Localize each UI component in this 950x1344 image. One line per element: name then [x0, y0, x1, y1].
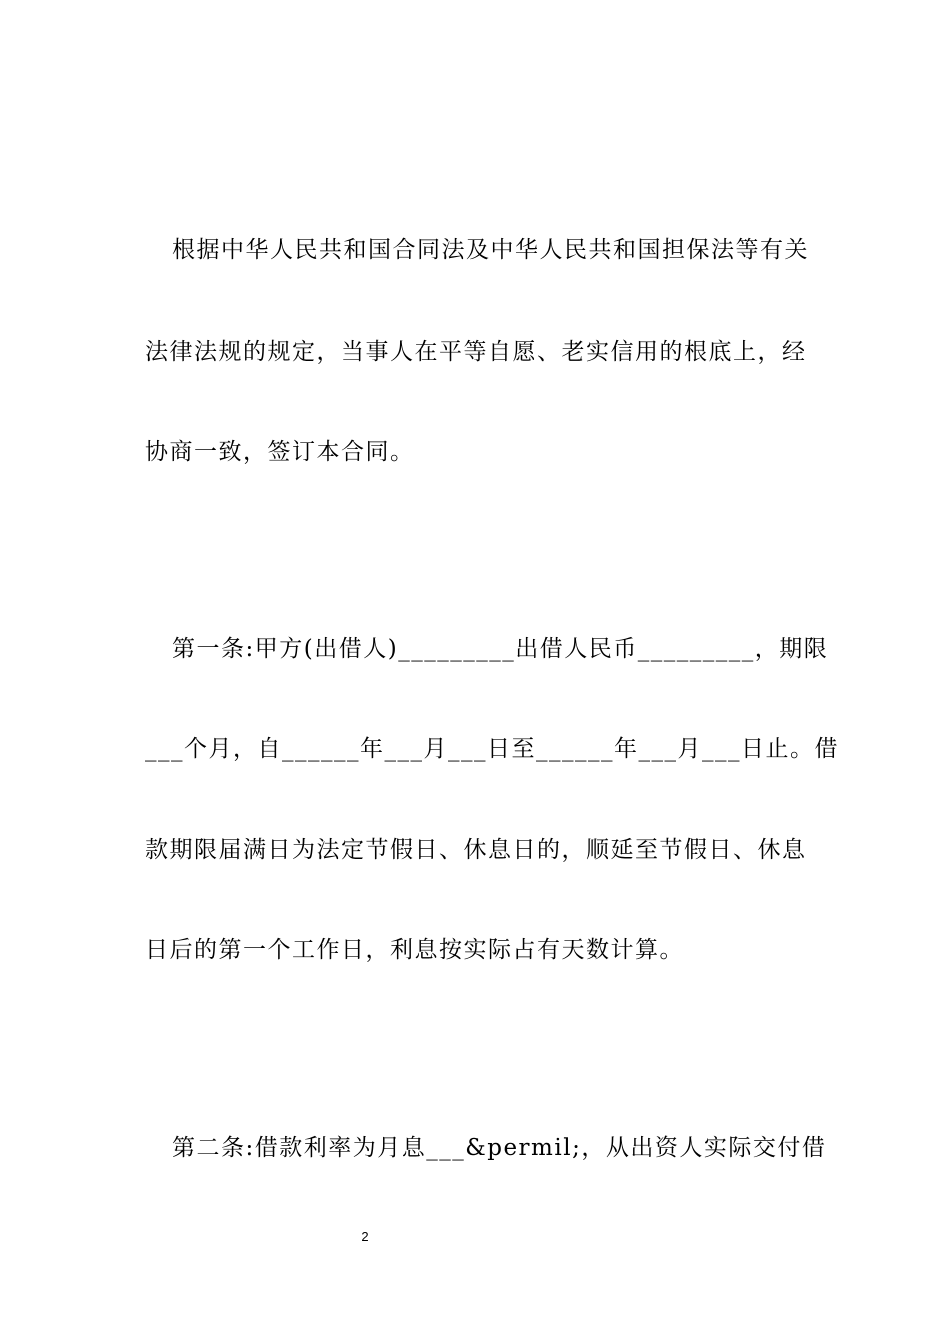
article-two-line-1: 第二条:借款利率为月息___&permil;，从出资人实际交付借 — [172, 1135, 827, 1161]
page-number: 2 — [361, 1229, 369, 1244]
article-one-line-4: 日后的第一个工作日，利息按实际占有天数计算。 — [145, 937, 684, 963]
preamble-line-2: 法律法规的规定，当事人在平等自愿、老实信用的根底上，经 — [145, 339, 807, 365]
article-one-line-3: 款期限届满日为法定节假日、休息日的，顺延至节假日、休息 — [145, 837, 807, 863]
article-one-line-1: 第一条:甲方(出借人)_________出借人民币_________，期限 — [172, 636, 829, 662]
article-one-line-2: ___个月，自______年___月___日至______年___月___日止。借 — [145, 736, 839, 762]
preamble-line-1: 根据中华人民共和国合同法及中华人民共和国担保法等有关 — [172, 237, 809, 263]
preamble-line-3: 协商一致，签订本合同。 — [145, 439, 415, 465]
